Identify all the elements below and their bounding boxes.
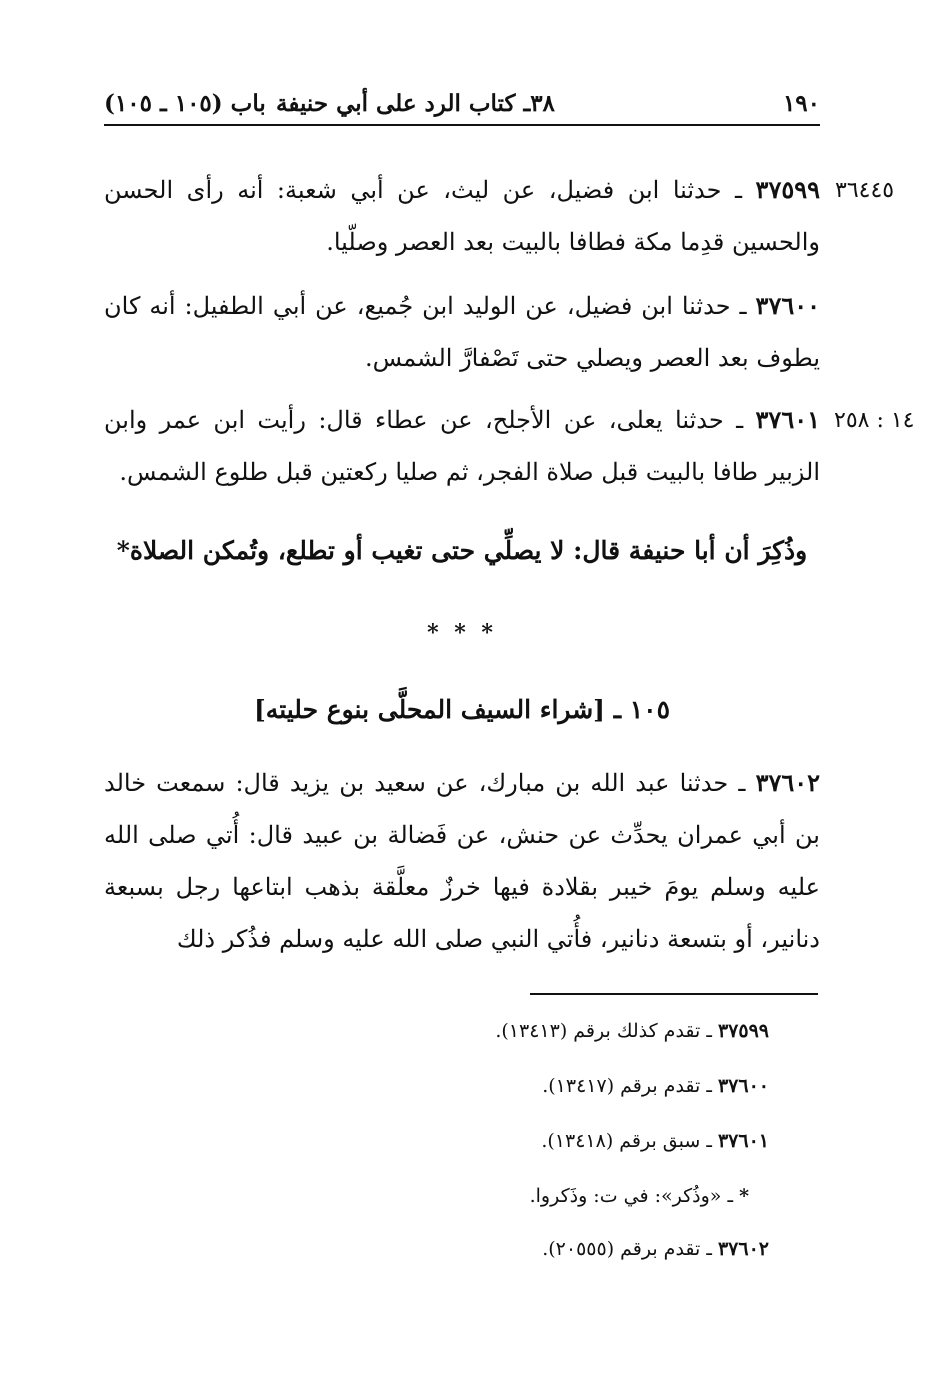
- book-title: ٣٨ـ كتاب الرد على أبي حنيفة: [276, 90, 555, 117]
- page-number: ١٩٠: [782, 90, 820, 117]
- hadith-paragraph: [104, 164, 820, 268]
- footnote: [541, 1130, 769, 1152]
- footnote-number: ٣٧٦٠٠: [717, 1075, 769, 1097]
- footnote-text: ـ سبق برقم (١٣٤١٨).: [541, 1130, 712, 1152]
- chapter-range: باب (١٠٥ ـ ١٠٥): [104, 90, 266, 117]
- footnote-text: ـ تقدم كذلك برقم (١٣٤١٣).: [495, 1020, 712, 1042]
- footnote-divider: [530, 993, 818, 995]
- hadith-text: ـ حدثنا يعلى، عن الأجلح، عن عطاء قال: رأيت ابن عمر وابن الزبير طافا بالبيت قبل صلاة الفجر، ثم صليا ركعتين قبل طلوع الشمس.: [104, 406, 820, 486]
- footnote: [542, 1238, 769, 1260]
- footnote: [542, 1075, 769, 1097]
- section-separator: * * *: [427, 620, 497, 646]
- hadith-text: ـ حدثنا ابن فضيل، عن ليث، عن أبي شعبة: أنه رأى الحسن والحسين قدِما مكة فطافا بالبيت بعد العصر وصلّيا.: [104, 176, 820, 256]
- chapter-title: ١٠٥ ـ [شراء السيف المحلَّى بنوع حليته]: [253, 695, 671, 724]
- footnote-number: ٣٧٦٠٢: [717, 1238, 769, 1260]
- footnote: [495, 1020, 769, 1042]
- footnote-number: ٣٧٥٩٩: [717, 1020, 769, 1042]
- hadith-text: ـ حدثنا عبد الله بن مبارك، عن سعيد بن يزيد قال: سمعت خالد بن أبي عمران يحدِّث عن حنش، عن فَضالة بن عبيد قال: أُتي صلى الله عليه وسلم يومَ خيبر بقلادة فيها خرزٌ معلَّقة بذهب ابتاعها رجل بسبعة دنانير، أو بتسعة دنانير، فأُتي النبي صلى الله عليه وسلم فذُكر ذلك: [104, 769, 820, 953]
- abu-hanifa-note: وذُكِرَ أن أبا حنيفة قال: لا يصلِّي حتى تغيب أو تطلع، وتُمكن الصلاة*: [116, 536, 808, 565]
- hadith-text: ـ حدثنا ابن فضيل، عن الوليد ابن جُميع، عن أبي الطفيل: أنه كان يطوف بعد العصر ويصلي حتى تَصْفارَّ الشمس.: [104, 292, 820, 372]
- hadith-number: ٣٧٦٠١: [755, 405, 820, 434]
- page-header: [104, 86, 820, 126]
- margin-reference: ١٤ : ٢٥٨: [834, 408, 915, 433]
- hadith-paragraph: [104, 280, 820, 384]
- hadith-number: ٣٧٦٠٠: [755, 291, 820, 320]
- footnote-number: *: [739, 1185, 749, 1207]
- footnote-text: ـ تقدم برقم (٢٠٥٥٥).: [542, 1238, 712, 1260]
- hadith-paragraph: [104, 394, 820, 498]
- hadith-paragraph: [104, 757, 820, 965]
- margin-reference: ٣٦٤٤٥: [835, 178, 895, 203]
- footnote-number: ٣٧٦٠١: [717, 1130, 769, 1152]
- footnote-text: ـ تقدم برقم (١٣٤١٧).: [542, 1075, 712, 1097]
- footnote-text: ـ «وذُكر»: في ت: وذَكروا.: [529, 1185, 734, 1207]
- footnote: [530, 1185, 749, 1207]
- hadith-number: ٣٧٦٠٢: [755, 768, 821, 797]
- hadith-number: ٣٧٥٩٩: [755, 175, 820, 204]
